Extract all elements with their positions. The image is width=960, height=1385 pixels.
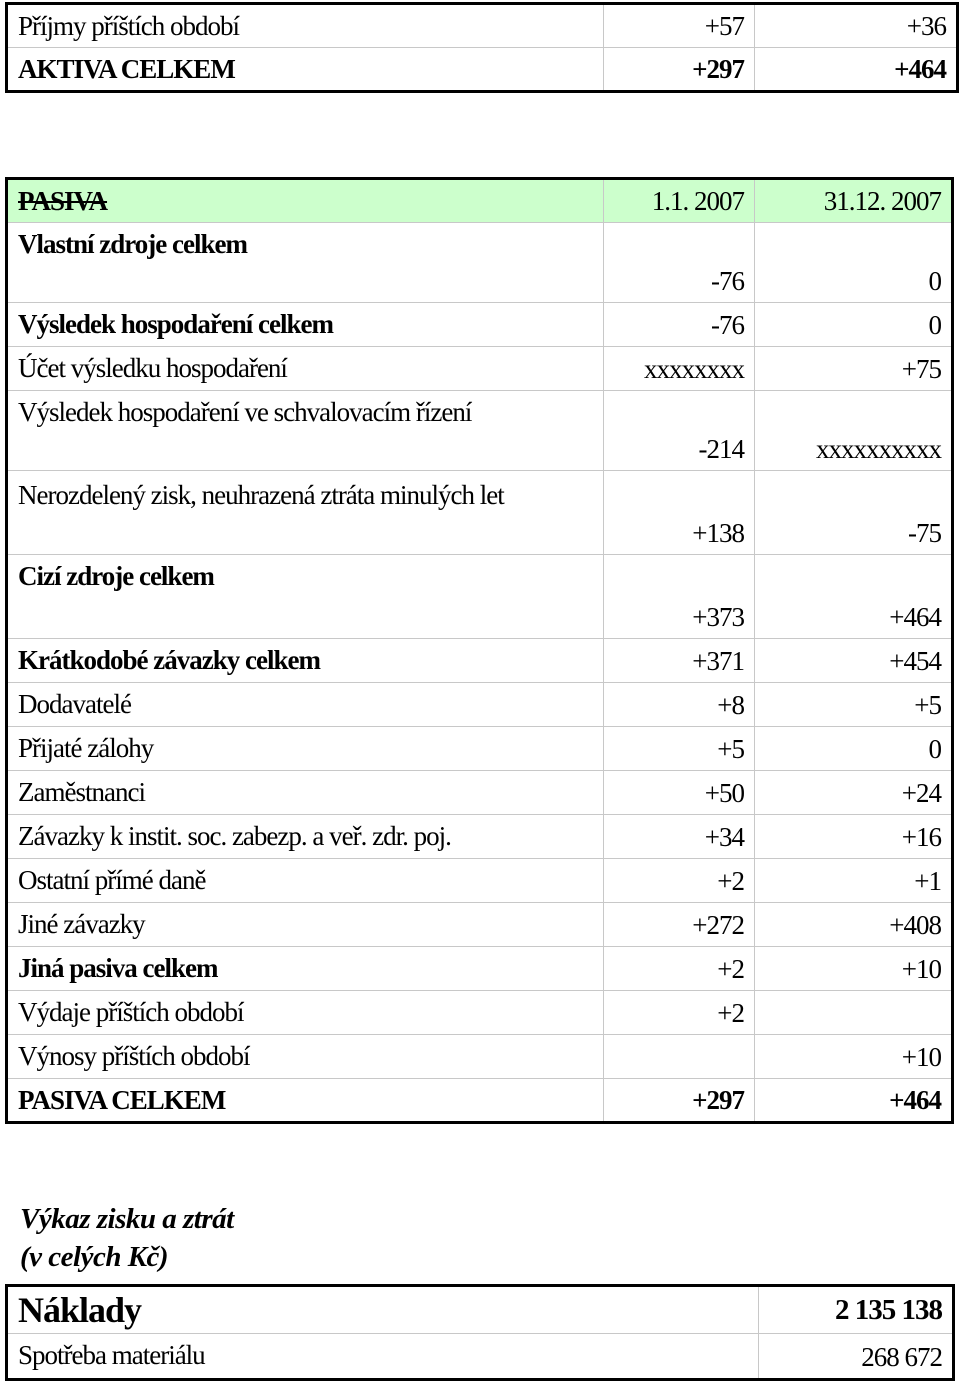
row-value-2: +24 [755,771,953,815]
row-value-1: +2 [604,991,755,1035]
row-label: Výsledek hospodaření ve schvalovacím řízení [7,391,604,471]
row-label: Spotřeba materiálu [7,1334,759,1380]
row-label: Zaměstnanci [7,771,604,815]
row-value-2: 0 [755,727,953,771]
row-value-2: 0 [755,223,953,303]
row-value-1: +34 [604,815,755,859]
table-row [7,1079,953,1123]
row-label: Závazky k instit. soc. zabezp. a veř. zdr. poj. [7,815,604,859]
table-row [7,555,953,639]
row-value-2: +1 [755,859,953,903]
row-label: Výsledek hospodaření celkem [7,303,604,347]
pasiva-header-col1: 1.1. 2007 [604,179,755,223]
row-value-1 [604,1035,755,1079]
row-value-2: +5 [755,683,953,727]
naklady-header-row [7,1286,954,1334]
report-title-line1: Výkaz zisku a ztrát [20,1203,234,1235]
row-value-2: 0 [755,303,953,347]
row-label: Dodavatelé [7,683,604,727]
row-label: Příjmy příštích období [7,4,604,48]
row-label: Cizí zdroje celkem [7,555,604,639]
row-value-2: -75 [755,471,953,555]
row-label: Jiná pasiva celkem [7,947,604,991]
naklady-value: 2 135 138 [759,1286,954,1334]
table-row [7,947,953,991]
row-value-1: +138 [604,471,755,555]
row-value-2: +464 [755,555,953,639]
row-label: Výnosy příštích období [7,1035,604,1079]
table-row [7,683,953,727]
row-value-2: +10 [755,947,953,991]
table-row [7,903,953,947]
table-row [7,471,953,555]
row-value-2: +36 [755,4,958,48]
row-value-2: +16 [755,815,953,859]
row-value-2 [755,991,953,1035]
table-row [7,48,958,92]
pasiva-header-label: PASIVA [7,179,604,223]
row-value-2: +75 [755,347,953,391]
table-row [7,347,953,391]
naklady-label: Náklady [7,1286,759,1334]
table-row [7,991,953,1035]
row-value-1: -76 [604,223,755,303]
table-row [7,4,958,48]
row-label: Přijaté zálohy [7,727,604,771]
table-row [7,771,953,815]
row-label: Vlastní zdroje celkem [7,223,604,303]
table-row [7,391,953,471]
row-value: 268 672 [759,1334,954,1380]
pasiva-table [5,177,954,1124]
row-label: Nerozdelený zisk, neuhrazená ztráta minulých let [7,471,604,555]
row-label: Účet výsledku hospodaření [7,347,604,391]
pasiva-header-row [7,179,953,223]
row-value-2: +408 [755,903,953,947]
row-label: PASIVA CELKEM [7,1079,604,1123]
pasiva-header-col2: 31.12. 2007 [755,179,953,223]
row-value-1: +50 [604,771,755,815]
row-label: Jiné závazky [7,903,604,947]
row-value-1: +371 [604,639,755,683]
table-row [7,303,953,347]
report-title [20,1200,234,1276]
row-value-1: +57 [604,4,755,48]
row-value-1: -214 [604,391,755,471]
row-label: Ostatní přímé daně [7,859,604,903]
row-value-1: +2 [604,859,755,903]
row-value-1: +297 [604,48,755,92]
row-value-2: xxxxxxxxxx [755,391,953,471]
row-value-1: -76 [604,303,755,347]
table-row [7,815,953,859]
row-label: Krátkodobé závazky celkem [7,639,604,683]
row-value-2: +464 [755,48,958,92]
table-row [7,1334,954,1380]
row-value-1: xxxxxxxx [604,347,755,391]
row-value-1: +2 [604,947,755,991]
naklady-table [5,1284,955,1381]
row-value-1: +8 [604,683,755,727]
row-value-2: +464 [755,1079,953,1123]
aktiva-tail-table [5,2,959,93]
row-value-1: +5 [604,727,755,771]
table-row [7,639,953,683]
row-value-1: +272 [604,903,755,947]
table-row [7,223,953,303]
table-row [7,727,953,771]
row-label: Výdaje příštích období [7,991,604,1035]
table-row [7,859,953,903]
row-value-2: +454 [755,639,953,683]
row-value-2: +10 [755,1035,953,1079]
row-value-1: +297 [604,1079,755,1123]
report-title-line2: (v celých Kč) [20,1241,169,1273]
row-label: AKTIVA CELKEM [7,48,604,92]
row-value-1: +373 [604,555,755,639]
table-row [7,1035,953,1079]
